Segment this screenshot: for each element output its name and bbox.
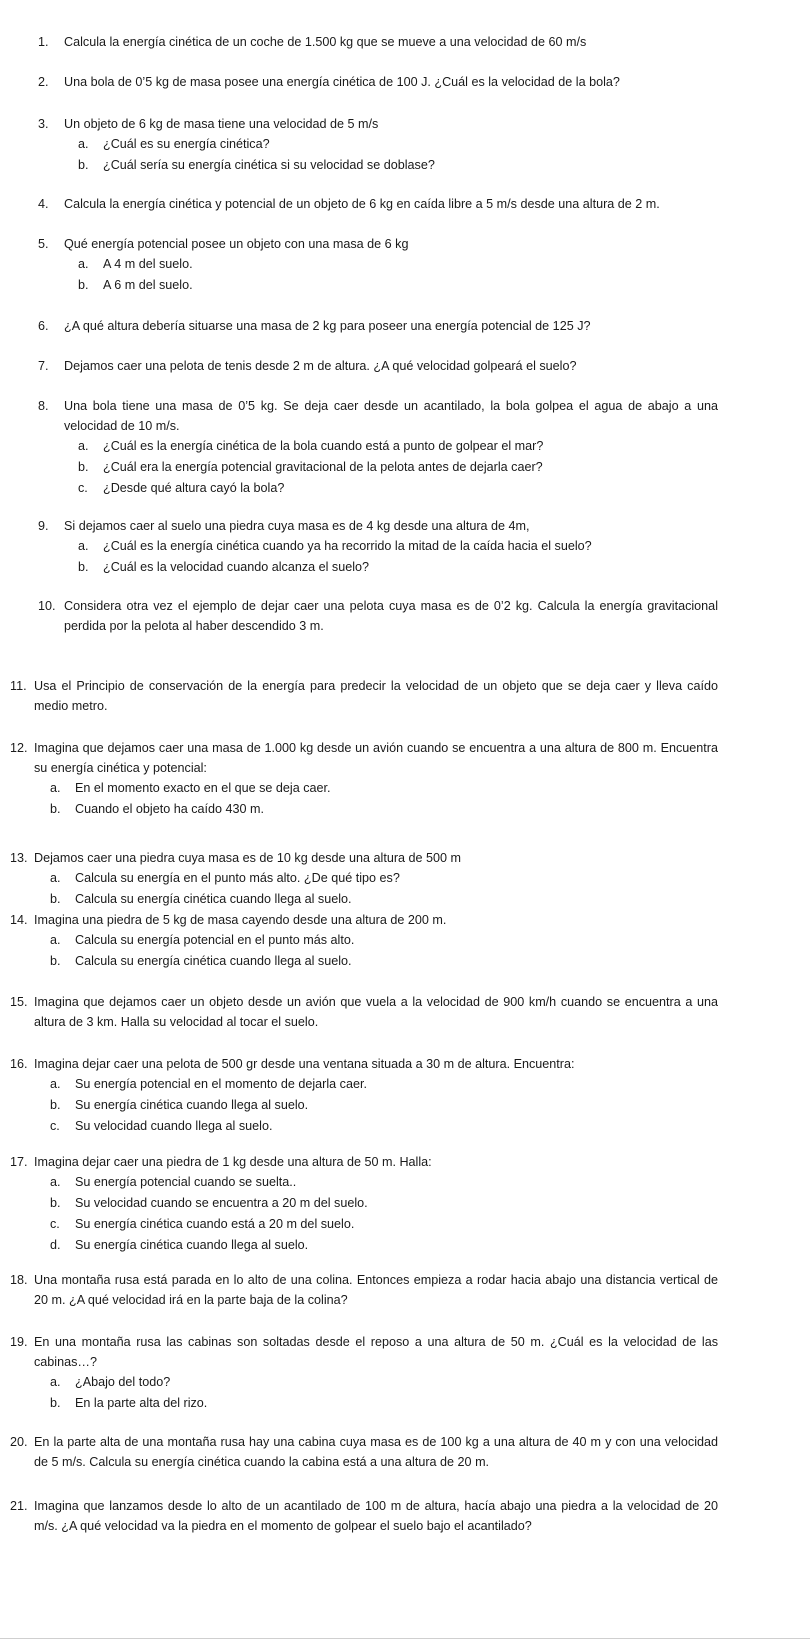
sub-question-list bbox=[36, 1172, 718, 1256]
question-9 bbox=[38, 516, 718, 578]
sub-question-text: Calcula su energía cinética cuando llega al suelo. bbox=[75, 892, 352, 906]
sub-question-letter: b. bbox=[78, 460, 89, 474]
sub-question-list bbox=[36, 930, 718, 972]
question-row bbox=[38, 396, 718, 436]
sub-question bbox=[64, 155, 718, 176]
question-row bbox=[38, 316, 718, 336]
sub-question bbox=[64, 134, 718, 155]
sub-question-list bbox=[64, 536, 718, 578]
sub-question-letter: a. bbox=[50, 871, 61, 885]
sub-question-list bbox=[64, 254, 718, 296]
sub-question-text: Calcula su energía cinética cuando llega al suelo. bbox=[75, 954, 352, 968]
question-15 bbox=[10, 992, 718, 1032]
question-text: Calcula la energía cinética de un coche de 1.500 kg que se mueve a una velocidad de 60 m/s bbox=[64, 35, 587, 49]
question-6 bbox=[38, 316, 718, 336]
sub-question-text: Su energía cinética cuando está a 20 m del suelo. bbox=[75, 1217, 355, 1231]
question-number: 13. bbox=[10, 851, 28, 865]
question-text: Imagina que lanzamos desde lo alto de un acantilado de 100 m de altura, hacía abajo una piedra a la velocidad de 20 m/s. ¿A qué velocidad va la piedra en el momento de golpear el suelo bajo el acantilado? bbox=[34, 1499, 718, 1533]
question-row bbox=[10, 992, 718, 1032]
sub-question bbox=[36, 1235, 718, 1256]
sub-question-list bbox=[36, 1372, 718, 1414]
sub-question-letter: a. bbox=[78, 439, 89, 453]
sub-question-letter: c. bbox=[50, 1217, 60, 1231]
sub-question-text: En la parte alta del rizo. bbox=[75, 1396, 208, 1410]
sub-question bbox=[64, 457, 718, 478]
sub-question-text: ¿Desde qué altura cayó la bola? bbox=[103, 481, 285, 495]
question-2 bbox=[38, 72, 718, 92]
sub-question bbox=[36, 1193, 718, 1214]
question-row bbox=[10, 910, 718, 930]
question-text: Un objeto de 6 kg de masa tiene una velocidad de 5 m/s bbox=[64, 117, 379, 131]
question-number: 9. bbox=[38, 519, 49, 533]
question-text: Imagina que dejamos caer una masa de 1.000 kg desde un avión cuando se encuentra a una altura de 800 m. Encuentra su energía cinética y potencial: bbox=[34, 741, 718, 775]
question-row bbox=[10, 676, 718, 716]
sub-question bbox=[36, 1074, 718, 1095]
question-3 bbox=[38, 114, 718, 176]
sub-question-list bbox=[36, 1074, 718, 1137]
question-20 bbox=[10, 1432, 718, 1472]
question-number: 2. bbox=[38, 75, 49, 89]
question-row bbox=[38, 234, 718, 254]
question-row bbox=[10, 1270, 718, 1310]
question-row bbox=[38, 114, 718, 134]
question-row bbox=[10, 738, 718, 778]
question-number: 10. bbox=[38, 599, 56, 613]
sub-question-letter: a. bbox=[50, 1175, 61, 1189]
sub-question-text: Su energía cinética cuando llega al suelo. bbox=[75, 1238, 309, 1252]
question-text: Calcula la energía cinética y potencial de un objeto de 6 kg en caída libre a 5 m/s desde una altura de 2 m. bbox=[64, 197, 660, 211]
page-divider bbox=[0, 1638, 810, 1639]
question-text: Imagina dejar caer una pelota de 500 gr desde una ventana situada a 30 m de altura. Encuentra: bbox=[34, 1057, 575, 1071]
question-row bbox=[38, 32, 718, 52]
question-number: 14. bbox=[10, 913, 28, 927]
sub-question-letter: a. bbox=[50, 1077, 61, 1091]
sub-question-letter: a. bbox=[50, 781, 61, 795]
sub-question-letter: a. bbox=[78, 539, 89, 553]
sub-question bbox=[36, 778, 718, 799]
question-number: 21. bbox=[10, 1499, 28, 1513]
sub-question-text: Calcula su energía potencial en el punto más alto. bbox=[75, 933, 355, 947]
question-text: Una bola tiene una masa de 0’5 kg. Se deja caer desde un acantilado, la bola golpea el agua de abajo a una velocidad de 10 m/s. bbox=[64, 399, 718, 433]
question-text: Imagina que dejamos caer un objeto desde un avión que vuela a la velocidad de 900 km/h cuando se encuentra a una altura de 3 km. Halla su velocidad al tocar el suelo. bbox=[34, 995, 718, 1029]
question-row bbox=[10, 1054, 718, 1074]
question-5 bbox=[38, 234, 718, 296]
sub-question bbox=[36, 1116, 718, 1137]
question-number: 3. bbox=[38, 117, 49, 131]
sub-question-text: A 4 m del suelo. bbox=[103, 257, 193, 271]
question-number: 6. bbox=[38, 319, 49, 333]
question-18 bbox=[10, 1270, 718, 1310]
sub-question-letter: a. bbox=[78, 257, 89, 271]
question-row bbox=[10, 1432, 718, 1472]
question-number: 15. bbox=[10, 995, 28, 1009]
sub-question bbox=[64, 557, 718, 578]
sub-question-letter: a. bbox=[50, 933, 61, 947]
sub-question-letter: b. bbox=[50, 1396, 61, 1410]
sub-question bbox=[36, 1172, 718, 1193]
question-number: 20. bbox=[10, 1435, 28, 1449]
sub-question-text: ¿Cuál es la velocidad cuando alcanza el suelo? bbox=[103, 560, 370, 574]
question-number: 8. bbox=[38, 399, 49, 413]
sub-question-text: A 6 m del suelo. bbox=[103, 278, 193, 292]
question-text: ¿A qué altura debería situarse una masa de 2 kg para poseer una energía potencial de 125 J? bbox=[64, 319, 591, 333]
question-14 bbox=[10, 910, 718, 972]
sub-question-letter: a. bbox=[50, 1375, 61, 1389]
sub-question-letter: b. bbox=[50, 1196, 61, 1210]
sub-question-text: Su energía potencial cuando se suelta.. bbox=[75, 1175, 297, 1189]
sub-question-text: ¿Cuál es la energía cinética cuando ya ha recorrido la mitad de la caída hacia el suelo? bbox=[103, 539, 592, 553]
sub-question-text: Su energía potencial en el momento de dejarla caer. bbox=[75, 1077, 367, 1091]
sub-question-text: Su velocidad cuando llega al suelo. bbox=[75, 1119, 273, 1133]
question-4 bbox=[38, 194, 718, 214]
sub-question bbox=[36, 868, 718, 889]
question-text: Una bola de 0’5 kg de masa posee una energía cinética de 100 J. ¿Cuál es la velocidad de la bola? bbox=[64, 75, 620, 89]
question-number: 5. bbox=[38, 237, 49, 251]
question-text: Imagina dejar caer una piedra de 1 kg desde una altura de 50 m. Halla: bbox=[34, 1155, 432, 1169]
question-number: 12. bbox=[10, 741, 28, 755]
question-text: Qué energía potencial posee un objeto con una masa de 6 kg bbox=[64, 237, 409, 251]
question-number: 16. bbox=[10, 1057, 28, 1071]
question-number: 17. bbox=[10, 1155, 28, 1169]
question-row bbox=[38, 516, 718, 536]
question-text: En la parte alta de una montaña rusa hay una cabina cuya masa es de 100 kg a una altura de 40 m y con una velocidad de 5 m/s. Calcula su energía cinética cuando la cabina está a una altura de 20 m. bbox=[34, 1435, 718, 1469]
question-1 bbox=[38, 32, 718, 52]
sub-question-list bbox=[64, 134, 718, 176]
sub-question-letter: d. bbox=[50, 1238, 61, 1252]
sub-question-text: Cuando el objeto ha caído 430 m. bbox=[75, 802, 265, 816]
sub-question-list bbox=[36, 778, 718, 820]
sub-question-list bbox=[36, 868, 718, 910]
question-text: En una montaña rusa las cabinas son soltadas desde el reposo a una altura de 50 m. ¿Cuál es la velocidad de las cabinas…? bbox=[34, 1335, 718, 1369]
sub-question bbox=[64, 536, 718, 557]
sub-question-letter: c. bbox=[78, 481, 88, 495]
question-number: 18. bbox=[10, 1273, 28, 1287]
sub-question-letter: b. bbox=[50, 802, 61, 816]
question-text: Si dejamos caer al suelo una piedra cuya masa es de 4 kg desde una altura de 4m, bbox=[64, 519, 530, 533]
sub-question-text: ¿Cuál era la energía potencial gravitacional de la pelota antes de dejarla caer? bbox=[103, 460, 543, 474]
sub-question-text: Calcula su energía en el punto más alto. ¿De qué tipo es? bbox=[75, 871, 400, 885]
sub-question-text: En el momento exacto en el que se deja caer. bbox=[75, 781, 331, 795]
question-row bbox=[10, 848, 718, 868]
question-row bbox=[10, 1496, 718, 1536]
question-11 bbox=[10, 676, 718, 716]
sub-question-text: ¿Cuál es su energía cinética? bbox=[103, 137, 270, 151]
question-7 bbox=[38, 356, 718, 376]
sub-question bbox=[36, 930, 718, 951]
sub-question-text: Su velocidad cuando se encuentra a 20 m del suelo. bbox=[75, 1196, 368, 1210]
sub-question-text: ¿Cuál es la energía cinética de la bola cuando está a punto de golpear el mar? bbox=[103, 439, 544, 453]
question-text: Una montaña rusa está parada en lo alto de una colina. Entonces empieza a rodar hacia abajo una distancia vertical de 20 m. ¿A qué velocidad irá en la parte baja de la colina? bbox=[34, 1273, 718, 1307]
question-number: 7. bbox=[38, 359, 49, 373]
sub-question bbox=[36, 889, 718, 910]
question-17 bbox=[10, 1152, 718, 1256]
question-19 bbox=[10, 1332, 718, 1414]
sub-question bbox=[36, 951, 718, 972]
question-12 bbox=[10, 738, 718, 820]
sub-question bbox=[64, 254, 718, 275]
sub-question-letter: a. bbox=[78, 137, 89, 151]
sub-question bbox=[64, 478, 718, 499]
question-16 bbox=[10, 1054, 718, 1137]
question-number: 1. bbox=[38, 35, 49, 49]
question-row bbox=[10, 1152, 718, 1172]
sub-question-text: ¿Abajo del todo? bbox=[75, 1375, 171, 1389]
question-row bbox=[38, 72, 718, 92]
question-row bbox=[38, 194, 718, 214]
sub-question bbox=[64, 436, 718, 457]
sub-question bbox=[64, 275, 718, 296]
question-21 bbox=[10, 1496, 718, 1536]
question-text: Usa el Principio de conservación de la energía para predecir la velocidad de un objeto que se deja caer y lleva caído medio metro. bbox=[34, 679, 718, 713]
question-row bbox=[38, 356, 718, 376]
question-8 bbox=[38, 396, 718, 499]
sub-question bbox=[36, 1393, 718, 1414]
sub-question-text: Su energía cinética cuando llega al suelo. bbox=[75, 1098, 309, 1112]
sub-question bbox=[36, 1372, 718, 1393]
question-number: 4. bbox=[38, 197, 49, 211]
question-row bbox=[38, 596, 718, 636]
sub-question bbox=[36, 1214, 718, 1235]
question-text: Dejamos caer una pelota de tenis desde 2 m de altura. ¿A qué velocidad golpeará el suelo? bbox=[64, 359, 577, 373]
sub-question-letter: b. bbox=[78, 278, 89, 292]
sub-question-letter: b. bbox=[50, 954, 61, 968]
sub-question-list bbox=[64, 436, 718, 499]
sub-question-letter: b. bbox=[78, 158, 89, 172]
question-13 bbox=[10, 848, 718, 910]
question-number: 19. bbox=[10, 1335, 28, 1349]
question-text: Considera otra vez el ejemplo de dejar caer una pelota cuya masa es de 0’2 kg. Calcula la energía gravitacional perdida por la pelota al haber descendido 3 m. bbox=[64, 599, 718, 633]
question-text: Imagina una piedra de 5 kg de masa cayendo desde una altura de 200 m. bbox=[34, 913, 447, 927]
question-text: Dejamos caer una piedra cuya masa es de 10 kg desde una altura de 500 m bbox=[34, 851, 462, 865]
sub-question-letter: c. bbox=[50, 1119, 60, 1133]
sub-question-letter: b. bbox=[50, 892, 61, 906]
sub-question bbox=[36, 1095, 718, 1116]
question-row bbox=[10, 1332, 718, 1372]
question-number: 11. bbox=[10, 679, 27, 693]
sub-question-text: ¿Cuál sería su energía cinética si su velocidad se doblase? bbox=[103, 158, 435, 172]
sub-question bbox=[36, 799, 718, 820]
sub-question-letter: b. bbox=[50, 1098, 61, 1112]
sub-question-letter: b. bbox=[78, 560, 89, 574]
question-10 bbox=[38, 596, 718, 636]
